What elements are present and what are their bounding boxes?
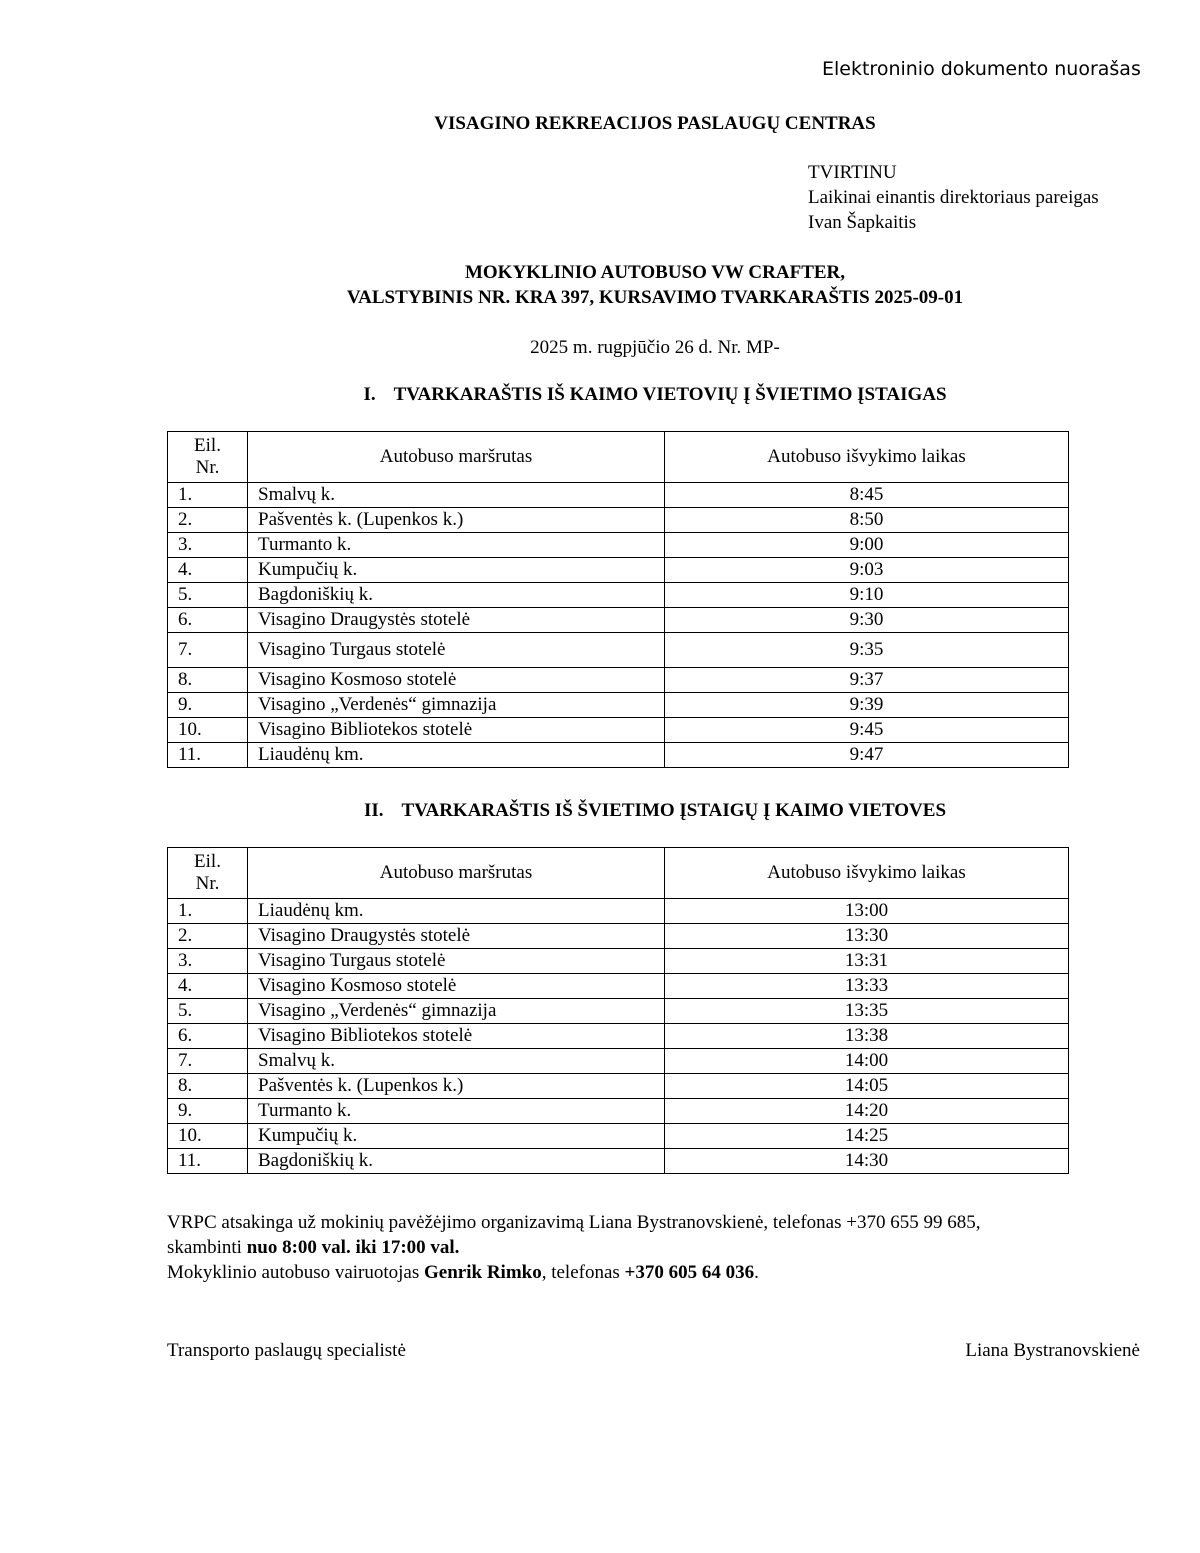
route-name: Visagino Bibliotekos stotelė <box>248 718 665 743</box>
route-name: Visagino Kosmoso stotelė <box>248 974 665 999</box>
call-hours <box>167 1235 1142 1260</box>
contact-info <box>167 1210 1142 1285</box>
table-row <box>168 743 1069 768</box>
row-number: 1. <box>168 899 248 924</box>
driver-contact <box>167 1260 1142 1285</box>
driver-name: Genrik Rimko <box>424 1262 542 1283</box>
document-title-line1: MOKYKLINIO AUTOBUSO VW CRAFTER, <box>464 262 846 283</box>
row-number: 6. <box>168 608 248 633</box>
section1-heading <box>0 384 1200 406</box>
approver-position: Laikinai einantis direktoriaus pareigas <box>808 187 1099 208</box>
driver-phone: +370 605 64 036 <box>624 1262 755 1283</box>
row-number: 5. <box>168 583 248 608</box>
departure-time: 8:50 <box>665 508 1069 533</box>
table-row <box>168 508 1069 533</box>
table-row <box>168 608 1069 633</box>
table-header-row <box>168 432 1069 483</box>
departure-time: 9:35 <box>665 633 1069 668</box>
row-number: 11. <box>168 1149 248 1174</box>
route-name: Smalvų k. <box>248 1049 665 1074</box>
route-name: Visagino Bibliotekos stotelė <box>248 1024 665 1049</box>
route-name: Visagino Draugystės stotelė <box>248 608 665 633</box>
table-row <box>168 974 1069 999</box>
document-title-line2: VALSTYBINIS NR. KRA 397, KURSAVIMO TVARKARAŠTIS 2025-09-01 <box>346 287 964 308</box>
header-number-line1: Eil. <box>194 851 221 872</box>
table-row <box>168 1074 1069 1099</box>
row-number: 3. <box>168 949 248 974</box>
row-number: 7. <box>168 633 248 668</box>
call-hours-value: nuo 8:00 val. iki 17:00 val. <box>246 1237 460 1258</box>
schedule-table-1 <box>167 431 1069 768</box>
route-name: Kumpučių k. <box>248 558 665 583</box>
header-number <box>168 432 248 483</box>
departure-time: 9:45 <box>665 718 1069 743</box>
row-number: 8. <box>168 1074 248 1099</box>
route-name: Bagdoniškių k. <box>248 583 665 608</box>
departure-time: 13:31 <box>665 949 1069 974</box>
route-name: Visagino „Verdenės“ gimnazija <box>248 693 665 718</box>
route-name: Visagino Turgaus stotelė <box>248 633 665 668</box>
row-number: 2. <box>168 508 248 533</box>
table-row <box>168 718 1069 743</box>
departure-time: 9:30 <box>665 608 1069 633</box>
departure-time: 14:20 <box>665 1099 1069 1124</box>
table-row <box>168 1099 1069 1124</box>
schedule-table-2-body <box>168 899 1069 1174</box>
header-number-line2: Nr. <box>195 873 220 894</box>
departure-time: 9:03 <box>665 558 1069 583</box>
header-route: Autobuso maršrutas <box>248 848 665 899</box>
route-name: Smalvų k. <box>248 483 665 508</box>
row-number: 4. <box>168 558 248 583</box>
row-number: 9. <box>168 693 248 718</box>
driver-line-end: . <box>754 1262 759 1283</box>
approval-block <box>808 160 1099 235</box>
section2-heading <box>0 800 1200 822</box>
header-number-line2: Nr. <box>195 457 220 478</box>
table-row <box>168 693 1069 718</box>
section2-number: II. <box>363 800 384 821</box>
departure-time: 13:33 <box>665 974 1069 999</box>
departure-time: 9:10 <box>665 583 1069 608</box>
header-number <box>168 848 248 899</box>
route-name: Pašventės k. (Lupenkos k.) <box>248 508 665 533</box>
table-row <box>168 1049 1069 1074</box>
row-number: 6. <box>168 1024 248 1049</box>
document-copy-watermark: Elektroninio dokumento nuorašas <box>822 58 1141 80</box>
coordinator-contact: VRPC atsakinga už mokinių pavėžėjimo organizavimą Liana Bystranovskienė, telefonas +370 655 99 685, <box>167 1212 981 1233</box>
header-route: Autobuso maršrutas <box>248 432 665 483</box>
signer-name: Liana Bystranovskienė <box>965 1340 1140 1361</box>
schedule-table-2 <box>167 847 1069 1174</box>
header-time: Autobuso išvykimo laikas <box>665 432 1069 483</box>
departure-time: 8:45 <box>665 483 1069 508</box>
route-name: Liaudėnų km. <box>248 899 665 924</box>
call-hours-prefix: skambinti <box>167 1237 247 1258</box>
table-row <box>168 999 1069 1024</box>
row-number: 4. <box>168 974 248 999</box>
departure-time: 14:00 <box>665 1049 1069 1074</box>
departure-time: 14:05 <box>665 1074 1069 1099</box>
row-number: 2. <box>168 924 248 949</box>
route-name: Turmanto k. <box>248 533 665 558</box>
table-row <box>168 633 1069 668</box>
table-row <box>168 483 1069 508</box>
table-row <box>168 1149 1069 1174</box>
route-name: Turmanto k. <box>248 1099 665 1124</box>
table-row <box>168 899 1069 924</box>
row-number: 10. <box>168 1124 248 1149</box>
departure-time: 14:25 <box>665 1124 1069 1149</box>
departure-time: 13:35 <box>665 999 1069 1024</box>
departure-time: 9:00 <box>665 533 1069 558</box>
section1-title: TVARKARAŠTIS IŠ KAIMO VIETOVIŲ Į ŠVIETIMO ĮSTAIGAS <box>393 384 947 405</box>
route-name: Visagino „Verdenės“ gimnazija <box>248 999 665 1024</box>
row-number: 3. <box>168 533 248 558</box>
section1-number: I. <box>363 384 376 405</box>
departure-time: 13:30 <box>665 924 1069 949</box>
approval-label: TVIRTINU <box>808 162 897 183</box>
route-name: Pašventės k. (Lupenkos k.) <box>248 1074 665 1099</box>
departure-time: 9:47 <box>665 743 1069 768</box>
row-number: 9. <box>168 1099 248 1124</box>
route-name: Visagino Turgaus stotelė <box>248 949 665 974</box>
table-row <box>168 1024 1069 1049</box>
table-row <box>168 949 1069 974</box>
document-date: 2025 m. rugpjūčio 26 d. Nr. MP- <box>530 337 780 358</box>
section2-title: TVARKARAŠTIS IŠ ŠVIETIMO ĮSTAIGŲ Į KAIMO VIETOVES <box>401 800 947 821</box>
departure-time: 9:37 <box>665 668 1069 693</box>
table-row <box>168 668 1069 693</box>
row-number: 8. <box>168 668 248 693</box>
route-name: Liaudėnų km. <box>248 743 665 768</box>
table-header-row <box>168 848 1069 899</box>
departure-time: 14:30 <box>665 1149 1069 1174</box>
table-row <box>168 583 1069 608</box>
row-number: 7. <box>168 1049 248 1074</box>
approver-name: Ivan Šapkaitis <box>808 212 917 233</box>
table-row <box>168 924 1069 949</box>
row-number: 11. <box>168 743 248 768</box>
header-number-line1: Eil. <box>194 435 221 456</box>
document-title <box>0 260 1200 310</box>
route-name: Visagino Kosmoso stotelė <box>248 668 665 693</box>
route-name: Visagino Draugystės stotelė <box>248 924 665 949</box>
driver-label: Mokyklinio autobuso vairuotojas <box>167 1262 425 1283</box>
departure-time: 13:00 <box>665 899 1069 924</box>
row-number: 5. <box>168 999 248 1024</box>
table-row <box>168 533 1069 558</box>
organization-name: VISAGINO REKREACIJOS PASLAUGŲ CENTRAS <box>434 113 876 134</box>
driver-phone-label: , telefonas <box>541 1262 625 1283</box>
route-name: Kumpučių k. <box>248 1124 665 1149</box>
departure-time: 9:39 <box>665 693 1069 718</box>
table-row <box>168 1124 1069 1149</box>
row-number: 10. <box>168 718 248 743</box>
schedule-table-1-body <box>168 483 1069 768</box>
departure-time: 13:38 <box>665 1024 1069 1049</box>
row-number: 1. <box>168 483 248 508</box>
header-time: Autobuso išvykimo laikas <box>665 848 1069 899</box>
table-row <box>168 558 1069 583</box>
signer-position: Transporto paslaugų specialistė <box>167 1340 406 1361</box>
route-name: Bagdoniškių k. <box>248 1149 665 1174</box>
